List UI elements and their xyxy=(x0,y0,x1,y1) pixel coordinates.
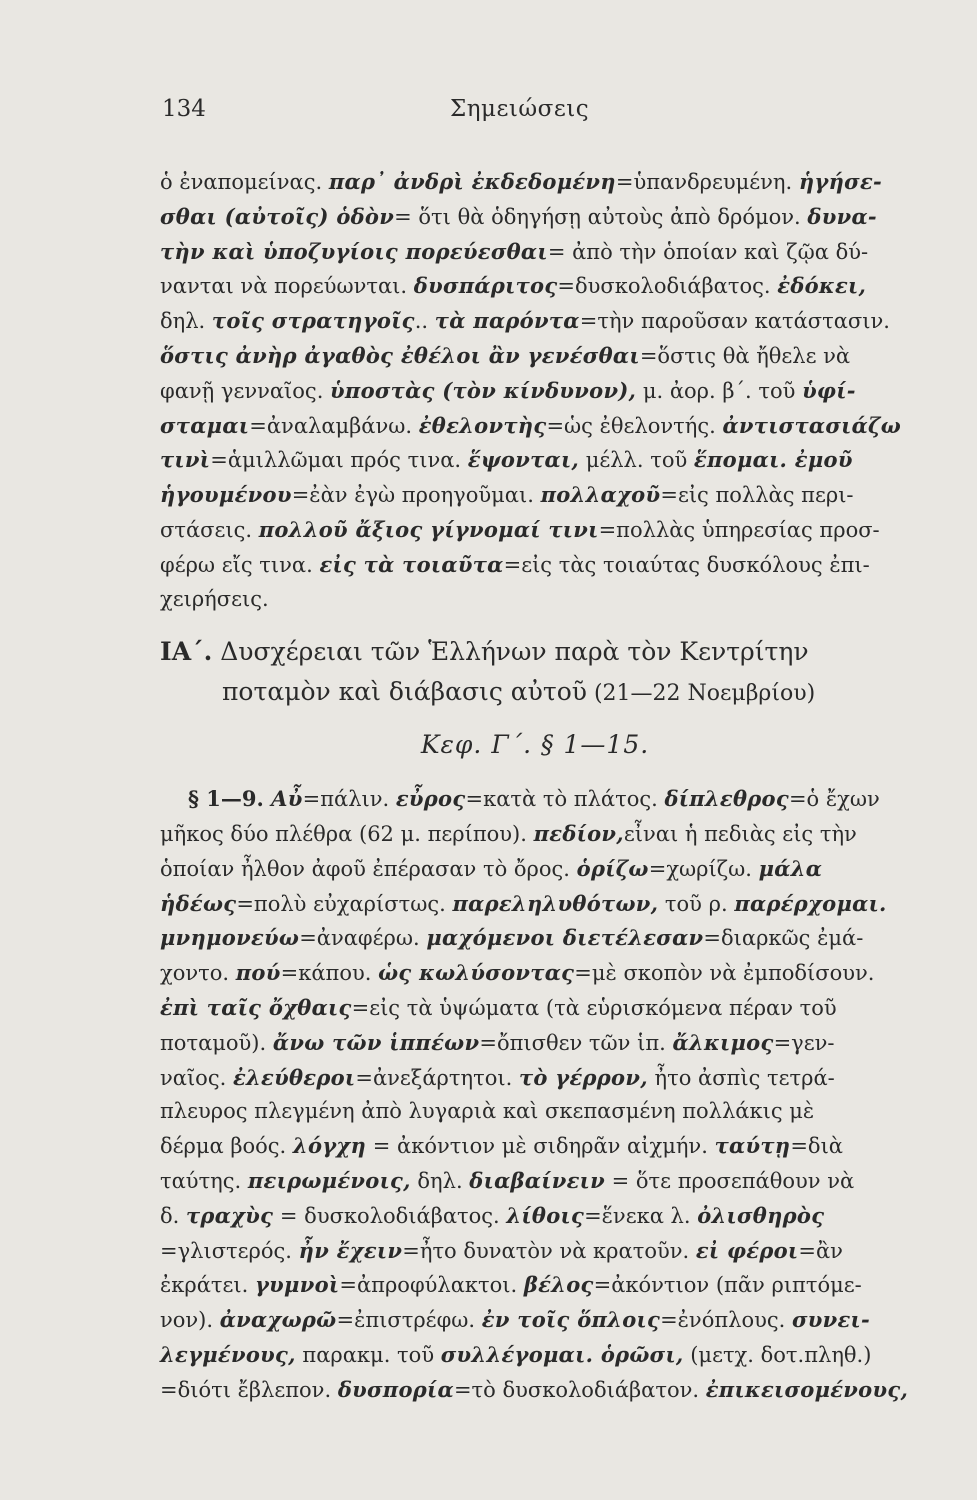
lemma: συλλέγομαι. ὁρῶσι, xyxy=(440,1341,684,1367)
gloss: (μετχ. δοτ.πληθ.) xyxy=(683,1342,872,1367)
gloss: δ. xyxy=(160,1203,186,1228)
text-line xyxy=(160,1061,910,1096)
lemma: ἐπικεισομένους, xyxy=(705,1376,909,1402)
notes-body xyxy=(160,165,910,1408)
gloss: φέρω εἴς τινα. xyxy=(160,552,320,577)
gloss: μ. ἀορ. β΄. τοῦ xyxy=(636,378,803,403)
gloss: τοῦ ρ. xyxy=(658,891,735,916)
gloss: = ἀπὸ τὴν ὁποίαν καὶ ζῷα δύ- xyxy=(547,239,869,264)
lemma: πειρωμένοις, xyxy=(247,1167,411,1193)
chapter-title-line-1 xyxy=(160,632,910,672)
gloss: πλευρος πλεγμένη ἀπὸ λυγαριὰ καὶ σκεπασμένη πολλάκις μὲ xyxy=(160,1099,815,1124)
lemma: σταμαι xyxy=(160,412,250,438)
lemma: ἡγουμένου xyxy=(160,482,292,508)
gloss: =ὑπανδρευμένη. xyxy=(615,170,799,194)
text-line xyxy=(160,817,910,852)
chapter-date: (21—22 Νοεμβρίου) xyxy=(586,681,816,707)
lemma: εἰ φέροι xyxy=(695,1237,799,1263)
text-line xyxy=(160,1129,910,1164)
lemma: διαβαίνειν xyxy=(469,1167,605,1193)
lemma: εὖρος xyxy=(395,786,466,812)
gloss: στάσεις. xyxy=(160,517,259,542)
gloss: ὁ ἐναπομείνας. xyxy=(160,170,329,194)
gloss: § 1—9. xyxy=(188,786,272,812)
lemma: σθαι (αὐτοῖς) ὁδὸν xyxy=(160,203,395,229)
text-line xyxy=(160,235,910,270)
lemma: πού xyxy=(235,960,281,986)
gloss: =ἂν xyxy=(798,1238,843,1263)
page-header xyxy=(0,96,977,136)
lemma: ἄνω τῶν ἱππέων xyxy=(272,1029,480,1055)
lemma: ἡδέως xyxy=(160,890,237,916)
gloss: =ἐπιστρέφω. xyxy=(336,1308,482,1333)
text-line xyxy=(160,852,910,887)
lemma: λόγχη xyxy=(292,1133,367,1159)
notes-paragraph-1 xyxy=(160,165,910,616)
gloss: =ἦτο δυνατὸν νὰ κρατοῦν. xyxy=(402,1238,696,1263)
lemma: τοῖς στρατηγοῖς xyxy=(211,308,415,334)
lemma: συνει- xyxy=(791,1307,871,1333)
gloss: νον). xyxy=(160,1308,220,1333)
lemma: ἐν τοῖς ὅπλοις xyxy=(481,1307,661,1333)
gloss: =ἀναλαμβάνω. xyxy=(249,413,419,438)
text-line xyxy=(160,956,910,991)
lemma: ὑποστὰς (τὸν κίνδυνον), xyxy=(330,377,637,403)
lemma: μαχόμενοι διετέλεσαν xyxy=(426,925,704,951)
gloss: μῆκος δύο πλέθρα (62 μ. περίπου). xyxy=(160,821,534,846)
gloss: =ἐὰν ἐγὼ προηγοῦμαι. xyxy=(291,483,541,508)
text-line xyxy=(160,374,910,409)
lemma: τὸ γέρρον, xyxy=(518,1064,648,1090)
text-line xyxy=(160,782,910,817)
text-line xyxy=(160,921,910,956)
text-line xyxy=(160,887,910,922)
lemma: ἐδόκει, xyxy=(777,273,867,299)
gloss: = δυσκολοδιάβατος. xyxy=(273,1203,507,1228)
lemma: μάλα xyxy=(758,855,823,881)
gloss: =δυσκολοδιάβατος. xyxy=(557,274,778,299)
gloss: =κάπου. xyxy=(280,961,379,986)
gloss: =τὴν παροῦσαν κατάστασιν. xyxy=(579,309,890,334)
lemma: εἰς τὰ τοιαῦτα xyxy=(319,551,504,577)
gloss: =εἰς τὰ ὑψώματα (τὰ εὑρισκόμενα πέραν τοῦ xyxy=(351,995,837,1020)
gloss: =ὅστις θὰ ἤθελε νὰ xyxy=(639,343,851,368)
lemma: δυνα- xyxy=(807,203,877,229)
text-line xyxy=(160,1234,910,1269)
gloss: =γεν- xyxy=(773,1030,835,1055)
gloss: =διὰ xyxy=(790,1134,843,1159)
lemma: παρεληλυθότων, xyxy=(452,890,659,916)
gloss: =διαρκῶς ἐμά- xyxy=(703,926,864,951)
gloss: =ὁ ἔχων xyxy=(788,787,880,812)
lemma: ὁρίζω xyxy=(576,855,649,881)
gloss: νανται νὰ πορεύωνται. xyxy=(160,274,414,299)
gloss: =μὲ σκοπὸν νὰ ἐμποδίσουν. xyxy=(574,961,875,986)
gloss: =ἀκόντιον (πᾶν ριπτόμε- xyxy=(593,1273,862,1298)
lemma: ἀντιστασιάζω xyxy=(722,412,902,438)
lemma: ἡγήσε- xyxy=(798,169,883,194)
page-number: 134 xyxy=(162,96,206,122)
gloss: =πολλὰς ὑπηρεσίας προσ- xyxy=(598,517,880,542)
notes-paragraph-2 xyxy=(160,782,910,1407)
gloss: =ὡς ἐθελοντής. xyxy=(546,413,723,438)
text-line xyxy=(160,1026,910,1061)
text-line xyxy=(160,1373,910,1408)
text-line xyxy=(160,1338,910,1373)
gloss: =κατὰ τὸ πλάτος. xyxy=(465,787,665,812)
running-title: Σημειώσεις xyxy=(450,96,590,122)
lemma: παρ᾽ ἀνδρὶ ἐκδεδομένη xyxy=(328,169,616,194)
gloss: δηλ. xyxy=(410,1168,470,1193)
lemma: δυσπορία xyxy=(337,1376,454,1402)
lemma: πολλοῦ ἄξιος γίγνομαί τινι xyxy=(258,516,599,542)
gloss: χοντο. xyxy=(160,961,236,986)
lemma: ταύτῃ xyxy=(714,1133,791,1159)
text-line xyxy=(160,583,910,617)
lemma: ἀναχωρῶ xyxy=(219,1307,337,1333)
lemma: ὑφί- xyxy=(802,377,856,403)
text-line xyxy=(160,443,910,478)
gloss: παρακμ. τοῦ xyxy=(295,1342,441,1367)
text-line xyxy=(160,1095,910,1129)
gloss: ταύτης. xyxy=(160,1168,248,1193)
lemma: πολλαχοῦ xyxy=(540,482,661,508)
gloss: ναῖος. xyxy=(160,1065,233,1090)
chapter-reference: Κεφ. Γ΄. § 1—15. xyxy=(420,730,650,760)
lemma: ἕψονται, xyxy=(467,447,580,473)
gloss: =εἰς πολλὰς περι- xyxy=(660,483,854,508)
gloss: = ὅτε προσεπάθουν νὰ xyxy=(604,1168,855,1193)
lemma: ἐθελοντὴς xyxy=(418,412,547,438)
gloss: χειρήσεις. xyxy=(160,586,269,611)
text-line xyxy=(160,991,910,1026)
gloss: =ἁμιλλῶμαι πρός τινα. xyxy=(210,448,468,473)
text-line xyxy=(160,200,910,235)
gloss: =ἀναφέρω. xyxy=(299,926,427,951)
lemma: τινὶ xyxy=(160,447,211,473)
gloss: =γλιστερός. xyxy=(160,1238,299,1263)
gloss: =χωρίζω. xyxy=(648,856,759,881)
gloss: .. xyxy=(414,309,435,334)
text-line xyxy=(160,409,910,444)
lemma: πεδίον, xyxy=(533,820,624,846)
text-line xyxy=(160,1164,910,1199)
gloss: =ἀπροφύλακτοι. xyxy=(339,1273,524,1298)
chapter-heading xyxy=(160,632,910,714)
text-line xyxy=(160,1303,910,1338)
gloss: =πάλιν. xyxy=(302,787,396,812)
lemma: τὴν καὶ ὑποζυγίοις πορεύεσθαι xyxy=(160,238,548,264)
gloss: = ἀκόντιον μὲ σιδηρᾶν αἰχμήν. xyxy=(366,1134,715,1159)
lemma: λίθοις xyxy=(506,1202,585,1228)
gloss: ποταμοῦ). xyxy=(160,1030,273,1055)
gloss: =πολὺ εὐχαρίστως. xyxy=(236,891,453,916)
gloss: ὁποίαν ἦλθον ἀφοῦ ἐπέρασαν τὸ ὄρος. xyxy=(160,856,577,881)
text-line xyxy=(160,1268,910,1303)
text-line xyxy=(160,548,910,583)
lemma: ἐλεύθεροι xyxy=(232,1064,356,1090)
gloss: =διότι ἔβλεπον. xyxy=(160,1377,338,1402)
gloss: μέλλ. τοῦ xyxy=(579,448,694,473)
gloss: ἦτο ἀσπὶς τετρά- xyxy=(647,1065,835,1090)
gloss: =τὸ δυσκολοδιάβατον. xyxy=(453,1377,706,1402)
lemma: λεγμένους, xyxy=(160,1341,296,1367)
text-line xyxy=(160,269,910,304)
gloss: =ἀνεξάρτητοι. xyxy=(355,1065,519,1090)
chapter-title-part-2: ποταμὸν καὶ διάβασις αὐτοῦ xyxy=(222,677,587,707)
lemma: ὀλισθηρὸς xyxy=(697,1202,825,1228)
gloss: δέρμα βοός. xyxy=(160,1134,293,1159)
chapter-title-part-1: Δυσχέρειαι τῶν Ἑλλήνων παρὰ τὸν Κεντρίτην xyxy=(212,637,809,667)
text-line xyxy=(160,339,910,374)
chapter-number: ΙΑ΄. xyxy=(160,637,213,667)
lemma: γυμνοὶ xyxy=(255,1272,340,1298)
lemma: Αὖ xyxy=(271,786,303,812)
lemma: ἕπομαι. ἐμοῦ xyxy=(693,447,853,473)
gloss: =ἐνόπλους. xyxy=(660,1308,792,1333)
gloss: =εἰς τὰς τοιαύτας δυσκόλους ἐπι- xyxy=(503,552,870,577)
gloss: = ὅτι θὰ ὁδηγήσῃ αὐτοὺς ἀπὸ δρόμον. xyxy=(394,204,808,229)
lemma: τὰ παρόντα xyxy=(434,308,580,334)
text-line xyxy=(160,165,910,200)
lemma: τραχὺς xyxy=(186,1202,274,1228)
gloss: εἶναι ἡ πεδιὰς εἰς τὴν xyxy=(623,821,857,846)
lemma: βέλος xyxy=(523,1272,594,1298)
lemma: ἄλκιμος xyxy=(672,1029,774,1055)
text-line xyxy=(160,304,910,339)
lemma: δυσπάριτος xyxy=(413,273,558,299)
text-line xyxy=(160,478,910,513)
gloss: φανῇ γενναῖος. xyxy=(160,378,331,403)
lemma: ὅστις ἀνὴρ ἀγαθὸς ἐθέλοι ἂν γενέσθαι xyxy=(160,342,640,368)
gloss: ἐκράτει. xyxy=(160,1273,256,1298)
chapter-title-line-2 xyxy=(160,672,910,714)
gloss: δηλ. xyxy=(160,309,212,334)
lemma: παρέρχομαι. xyxy=(734,890,887,916)
lemma: ἐπὶ ταῖς ὄχθαις xyxy=(160,994,352,1020)
lemma: ἦν ἔχειν xyxy=(298,1237,403,1263)
lemma: μνημονεύω xyxy=(160,925,300,951)
text-line xyxy=(160,1199,910,1234)
lemma: ὡς κωλύσοντας xyxy=(378,960,575,986)
lemma: δίπλεθρος xyxy=(664,786,789,812)
text-line xyxy=(160,513,910,548)
gloss: =ἕνεκα λ. xyxy=(584,1203,698,1228)
gloss: =ὄπισθεν τῶν ἱπ. xyxy=(479,1030,673,1055)
